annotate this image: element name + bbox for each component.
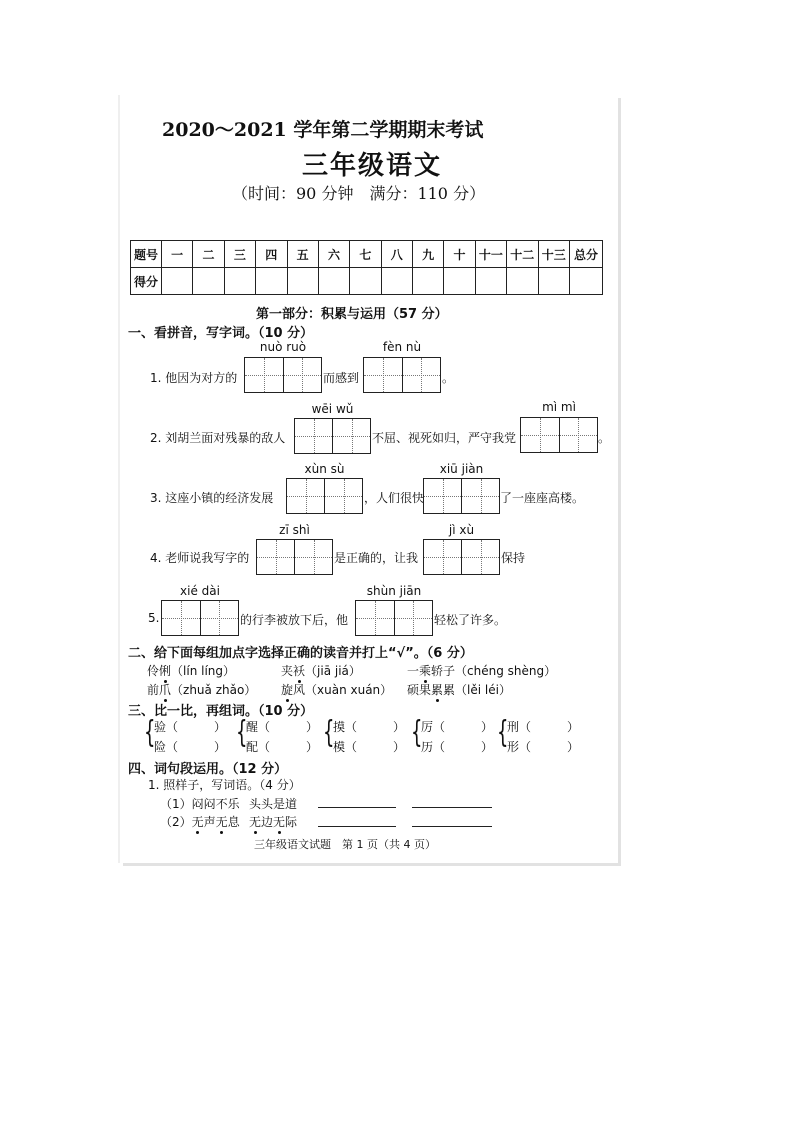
score-header-cell: 三 xyxy=(224,241,255,268)
q2-pinyin-b: mì mì xyxy=(542,400,576,414)
q5-text-c: 轻松了许多。 xyxy=(434,613,507,627)
score-input-cell[interactable] xyxy=(444,268,475,295)
q3-pinyin-a: xùn sù xyxy=(304,462,345,476)
q5-writing-grid-b[interactable] xyxy=(355,600,433,636)
score-input-cell[interactable] xyxy=(318,268,349,295)
q2-text-b: 不屈、视死如归，严守我党 xyxy=(372,431,517,445)
q4-text-b: 是正确的，让我 xyxy=(334,551,419,565)
score-row-label: 得分 xyxy=(131,268,162,295)
score-header-cell: 二 xyxy=(193,241,224,268)
q5-writing-grid-a[interactable] xyxy=(161,600,239,636)
score-header-cell: 十二 xyxy=(507,241,538,268)
q4-writing-grid-b[interactable] xyxy=(423,539,500,575)
score-header-cell: 十三 xyxy=(538,241,570,268)
section2-heading: 二、给下面每组加点字选择正确的读音并打上“√”。（6 分） xyxy=(128,646,473,661)
brace-icon: { xyxy=(411,715,423,750)
score-input-cell[interactable] xyxy=(381,268,412,295)
brace-icon: { xyxy=(323,715,335,750)
score-table-score-row xyxy=(131,268,603,295)
exam-title-subject: 三年级语文 xyxy=(302,151,443,181)
score-input-cell[interactable] xyxy=(413,268,444,295)
q2-writing-grid-b[interactable] xyxy=(520,417,598,453)
pronunciation-item: 旋风（xuàn xuán） xyxy=(281,683,393,697)
page-footer: 三年级语文试题 第 1 页（共 4 页） xyxy=(254,838,436,851)
score-header-cell: 十一 xyxy=(475,241,506,268)
word-pair-top: 厉（ ） xyxy=(421,720,494,734)
score-header-cell: 十 xyxy=(444,241,475,268)
score-header-cell: 一 xyxy=(162,241,193,268)
example-word-2b: 无边无际 xyxy=(249,815,298,829)
word-pair-bottom: 险（ ） xyxy=(154,740,227,754)
pronunciation-item: 前爪（zhuǎ zhǎo） xyxy=(147,683,257,697)
score-header-cell: 九 xyxy=(413,241,444,268)
score-input-cell[interactable] xyxy=(256,268,287,295)
brace-icon: { xyxy=(497,715,509,750)
score-input-cell[interactable] xyxy=(538,268,570,295)
q4-text-c: 保持 xyxy=(501,551,526,565)
q1-text-b: 而感到 xyxy=(323,371,360,385)
answer-blank[interactable] xyxy=(318,826,396,827)
q1-pinyin-b: fèn nù xyxy=(382,340,422,354)
example-word-2: （2）无声无息 xyxy=(160,815,240,829)
brace-icon: { xyxy=(144,715,156,750)
word-pair-top: 摸（ ） xyxy=(333,720,406,734)
score-input-cell[interactable] xyxy=(224,268,255,295)
word-pair-top: 刑（ ） xyxy=(507,720,580,734)
pronunciation-item: 夹袄（jiā jiá） xyxy=(281,664,361,678)
score-header-cell: 总分 xyxy=(570,241,603,268)
brace-icon: { xyxy=(236,715,248,750)
word-pair-bottom: 配（ ） xyxy=(246,740,319,754)
q2-pinyin-a: wēi wǔ xyxy=(311,402,354,416)
answer-blank[interactable] xyxy=(412,807,492,808)
q5-pinyin-b: shùn jiān xyxy=(366,584,422,598)
score-header-cell: 题号 xyxy=(131,241,162,268)
pronunciation-item: 一乘轿子（chéng shèng） xyxy=(407,664,557,678)
score-input-cell[interactable] xyxy=(507,268,538,295)
q3-pinyin-b: xiū jiàn xyxy=(439,462,484,476)
pronunciation-item: 硕果累累（lěi léi） xyxy=(407,683,511,697)
section1-heading: 一、看拼音，写字词。（10 分） xyxy=(128,326,314,341)
q2-text-a: 2. 刘胡兰面对残暴的敌人 xyxy=(150,431,286,445)
q4-writing-grid-a[interactable] xyxy=(256,539,333,575)
q3-text-a: 3. 这座小镇的经济发展 xyxy=(150,491,274,505)
q1-text-c: 。 xyxy=(442,371,455,385)
word-pair-bottom: 历（ ） xyxy=(421,740,494,754)
pronunciation-item: 伶俐（lín líng） xyxy=(147,664,236,678)
exam-title-year: 2020～2021 学年第二学期期末考试 xyxy=(162,119,484,141)
score-header-cell: 七 xyxy=(350,241,381,268)
q1-writing-grid-b[interactable] xyxy=(363,357,441,393)
score-input-cell[interactable] xyxy=(287,268,318,295)
word-pair-top: 醒（ ） xyxy=(246,720,319,734)
q5-text-b: 的行李被放下后，他 xyxy=(240,613,349,627)
word-pair-top: 验（ ） xyxy=(154,720,227,734)
answer-blank[interactable] xyxy=(412,826,492,827)
q3-writing-grid-a[interactable] xyxy=(286,478,363,514)
section4-q1-heading: 1. 照样子，写词语。（4 分） xyxy=(148,778,301,792)
q2-text-c: 。 xyxy=(598,431,611,445)
q4-text-a: 4. 老师说我写字的 xyxy=(150,551,250,565)
score-table-header-row xyxy=(131,241,603,268)
word-pair-bottom: 模（ ） xyxy=(333,740,406,754)
section4-heading: 四、词句段运用。（12 分） xyxy=(128,762,288,777)
word-pair-bottom: 形（ ） xyxy=(507,740,580,754)
score-input-cell[interactable] xyxy=(570,268,603,295)
score-header-cell: 八 xyxy=(381,241,412,268)
score-input-cell[interactable] xyxy=(193,268,224,295)
score-input-cell[interactable] xyxy=(350,268,381,295)
q1-text-a: 1. 他因为对方的 xyxy=(150,371,238,385)
example-word-1: （1）闷闷不乐 xyxy=(160,797,240,811)
score-header-cell: 四 xyxy=(256,241,287,268)
q3-writing-grid-b[interactable] xyxy=(423,478,500,514)
score-input-cell[interactable] xyxy=(475,268,506,295)
score-table xyxy=(130,240,603,295)
section3-heading: 三、比一比，再组词。（10 分） xyxy=(128,704,314,719)
answer-blank[interactable] xyxy=(318,807,396,808)
q4-pinyin-b: jì xù xyxy=(448,523,475,537)
score-input-cell[interactable] xyxy=(162,268,193,295)
exam-time-info: （时间：90 分钟 满分：110 分） xyxy=(232,184,486,203)
q3-text-b: ，人们很快 xyxy=(364,491,425,505)
q1-writing-grid-a[interactable] xyxy=(244,357,322,393)
q3-text-c: 了一座座高楼。 xyxy=(500,491,585,505)
example-word-1b: 头头是道 xyxy=(249,797,298,811)
score-header-cell: 六 xyxy=(318,241,349,268)
score-header-cell: 五 xyxy=(287,241,318,268)
q1-pinyin-a: nuò ruò xyxy=(259,340,307,354)
q5-pinyin-a: xié dài xyxy=(180,584,220,598)
q4-pinyin-a: zī shì xyxy=(279,523,310,537)
q5-text-a: 5. xyxy=(148,611,160,625)
q2-writing-grid-a[interactable] xyxy=(294,418,371,454)
part1-title: 第一部分：积累与运用（57 分） xyxy=(256,307,448,322)
